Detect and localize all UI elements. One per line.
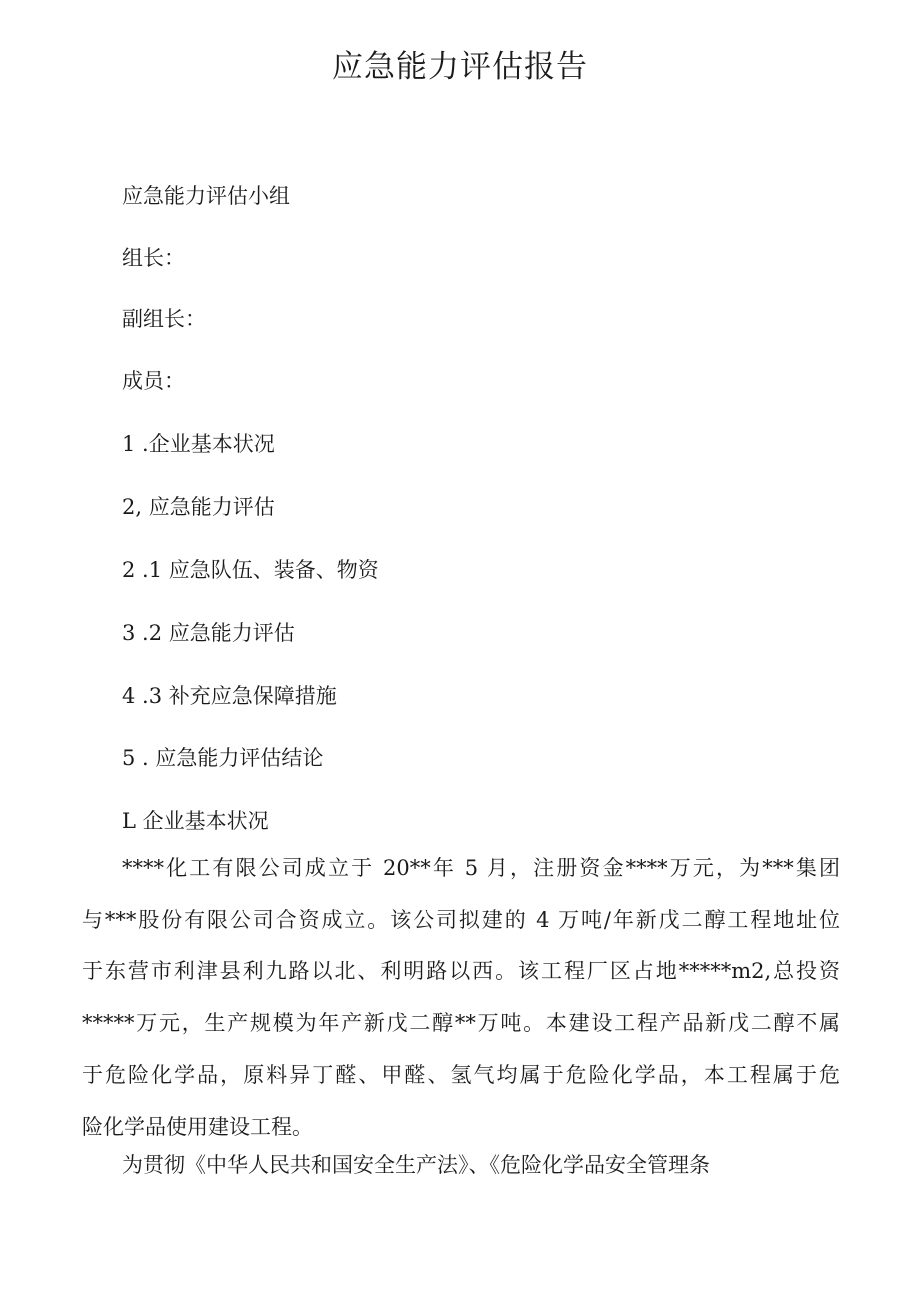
paragraph-row: 险化学品使用建设工程。: [82, 1114, 313, 1139]
toc-item: 1 .企业基本状况: [122, 432, 275, 456]
leader-label: 组长：: [122, 246, 185, 270]
deputy-leader-label: 副组长：: [122, 307, 206, 331]
company-overview-paragraph: [82, 843, 840, 1153]
document-title: 应急能力评估报告: [332, 49, 588, 85]
members-label: 成员：: [122, 369, 185, 393]
group-heading: 应急能力评估小组: [122, 184, 290, 208]
paragraph-row: 于东营市利津县利九路以北、利明路以西。该工程厂区占地*****m2,总投资: [82, 959, 840, 984]
trailing-paragraph-line: 为贯彻《中华人民共和国安全生产法》、《危险化学品安全管理条: [122, 1153, 710, 1177]
toc-item: 5 . 应急能力评估结论: [122, 746, 324, 770]
toc-item: 3 .2 应急能力评估: [122, 621, 295, 645]
toc-item: 2, 应急能力评估: [122, 495, 275, 519]
toc-item: 4 .3 补充应急保障措施: [122, 684, 337, 708]
paragraph-row: 与***股份有限公司合资成立。该公司拟建的 4 万吨/年新戊二醇工程地址位: [82, 907, 840, 932]
paragraph-row: ****化工有限公司成立于 20**年 5 月，注册资金****万元，为***集团: [122, 856, 840, 880]
section-heading: L 企业基本状况: [122, 809, 269, 833]
paragraph-row: 于危险化学品，原料异丁醛、甲醛、氢气均属于危险化学品，本工程属于危: [82, 1062, 840, 1087]
toc-item: 2 .1 应急队伍、装备、物资: [122, 558, 379, 582]
paragraph-row: *****万元，生产规模为年产新戊二醇**万吨。本建设工程产品新戊二醇不属: [82, 1011, 840, 1036]
